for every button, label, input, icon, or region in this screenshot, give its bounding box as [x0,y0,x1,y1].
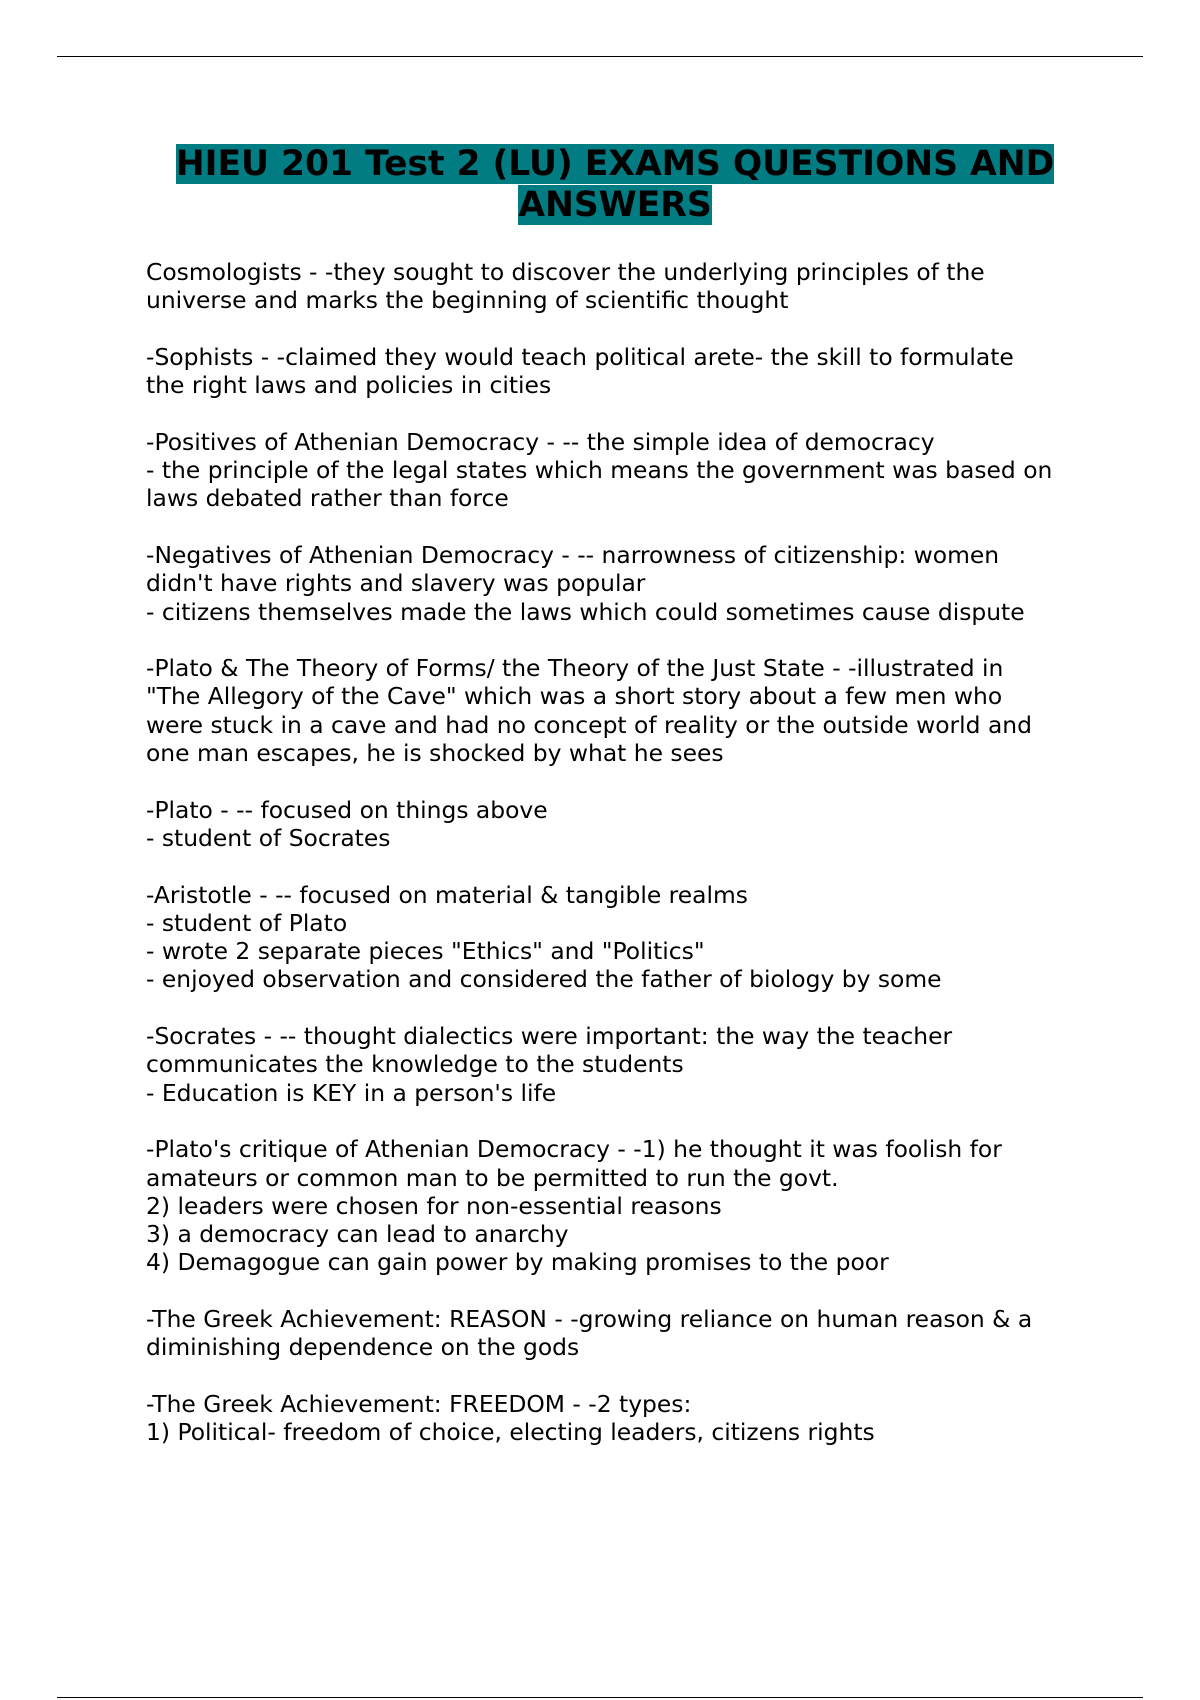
qa-entry-line: 1) Political- freedom of choice, electing leaders, citizens rights [146,1418,875,1447]
qa-entry [146,654,1106,767]
page-title-text: HIEU 201 Test 2 (LU) EXAMS QUESTIONS AND ANSWERS [175,144,1055,225]
qa-entry-line: were stuck in a cave and had no concept of reality or the outside world and [146,710,1032,739]
qa-entry-line: universe and marks the beginning of scientific thought [146,286,789,315]
qa-entry-line: "The Allegory of the Cave" which was a short story about a few men who [146,682,1003,711]
qa-entry-line: Cosmologists - -they sought to discover the underlying principles of the [146,258,985,286]
page-title [145,144,1085,226]
qa-entry-line: - citizens themselves made the laws which could sometimes cause dispute [146,597,1025,626]
top-divider [57,56,1143,57]
qa-entry-line: 3) a democracy can lead to anarchy [146,1220,569,1249]
qa-entry-line: 2) leaders were chosen for non-essential reasons [146,1191,722,1220]
qa-entry [146,428,1106,513]
qa-entry-line: diminishing dependence on the gods [146,1333,580,1362]
qa-list [146,258,1106,1475]
qa-entry [146,881,1106,994]
qa-entry-line: didn't have rights and slavery was popular [146,569,646,598]
qa-entry-line: -The Greek Achievement: FREEDOM - -2 types: [146,1389,692,1418]
qa-entry-line: laws debated rather than force [146,484,509,513]
bottom-divider [57,1697,1143,1698]
qa-entry-line: - Education is KEY in a person's life [146,1078,557,1107]
qa-entry-line: one man escapes, he is shocked by what he sees [146,739,724,768]
qa-entry [146,541,1106,626]
qa-entry-line: -Plato - -- focused on things above [146,795,548,824]
qa-entry-line: - the principle of the legal states which means the government was based on [146,456,1053,485]
qa-entry [146,1390,1106,1447]
qa-entry-line: -Plato & The Theory of Forms/ the Theory of the Just State - -illustrated in [146,654,1004,683]
qa-entry-line: -Negatives of Athenian Democracy - -- narrowness of citizenship: women [146,540,1000,569]
qa-entry-line: - student of Plato [146,908,348,937]
qa-entry [146,343,1106,400]
qa-entry [146,258,1106,315]
qa-entry [146,1135,1106,1276]
qa-entry-line: -Socrates - -- thought dialectics were important: the way the teacher [146,1022,953,1051]
qa-entry-line: communicates the knowledge to the students [146,1050,684,1079]
qa-entry-line: amateurs or common man to be permitted to run the govt. [146,1163,839,1192]
qa-entry-line: -Aristotle - -- focused on material & tangible realms [146,880,748,909]
qa-entry-line: 4) Demagogue can gain power by making promises to the poor [146,1248,889,1277]
qa-entry-line: the right laws and policies in cities [146,371,552,400]
qa-entry-line: -Plato's critique of Athenian Democracy - -1) he thought it was foolish for [146,1135,1002,1164]
qa-entry-line: - wrote 2 separate pieces "Ethics" and "Politics" [146,937,705,966]
qa-entry-line: -Positives of Athenian Democracy - -- the simple idea of democracy [146,427,935,456]
qa-entry-line: - enjoyed observation and considered the father of biology by some [146,965,942,994]
qa-entry-line: - student of Socrates [146,823,391,852]
qa-entry-line: -The Greek Achievement: REASON - -growing reliance on human reason & a [146,1304,1033,1333]
qa-entry-line: -Sophists - -claimed they would teach political arete- the skill to formulate [146,342,1014,371]
qa-entry [146,1022,1106,1107]
qa-entry [146,1305,1106,1362]
qa-entry [146,796,1106,853]
